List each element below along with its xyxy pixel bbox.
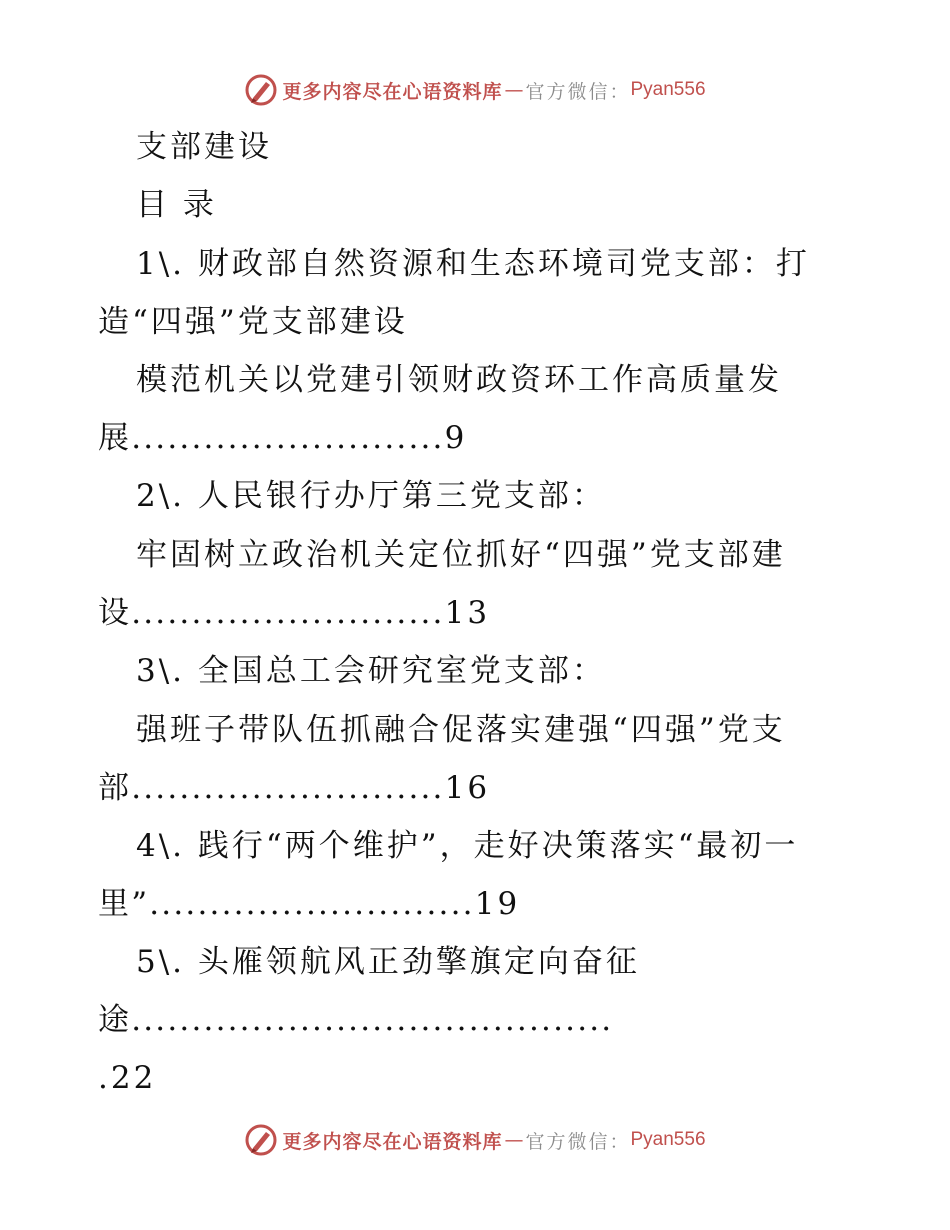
toc-entry-4-leader: 里”........................... xyxy=(98,886,475,922)
pen-logo-icon xyxy=(244,1123,278,1157)
toc-entry-3-line-2: 强班子带队伍抓融合促落实建强“四强”党支 xyxy=(136,712,786,748)
toc-entry-5-page: 22 xyxy=(110,1060,157,1096)
toc-entry-3-line-1: 3\. 全国总工会研究室党支部： xyxy=(136,653,606,689)
watermark-separator: — xyxy=(504,79,524,101)
toc-entry-5-leader: . xyxy=(98,1060,111,1096)
toc-entry-2-line-3 xyxy=(98,593,490,633)
toc-entry-1-page: 9 xyxy=(444,420,468,456)
document-title: 支部建设 xyxy=(136,129,272,165)
toc-entry-1-line-1: 1\. 财政部自然资源和生态环境司党支部：打 xyxy=(136,246,810,282)
watermark-site: 更多内容尽在心语资料库 xyxy=(282,80,503,103)
watermark-separator: — xyxy=(504,1129,524,1151)
watermark-wechat-id: Pyan556 xyxy=(630,79,706,100)
toc-entry-3-line-3 xyxy=(98,768,490,808)
watermark-label: 官方微信： xyxy=(525,1130,631,1153)
toc-heading: 目 录 xyxy=(136,187,217,223)
toc-entry-4-line-1: 4\. 践行“两个维护”，走好决策落实“最初一 xyxy=(136,828,799,864)
toc-entry-2-leader: 设.......................... xyxy=(98,595,445,631)
toc-entry-1-line-2: 造“四强”党支部建设 xyxy=(98,304,408,340)
toc-entry-4-page: 19 xyxy=(474,886,521,922)
toc-entry-1-line-3: 模范机关以党建引领财政资环工作高质量发 xyxy=(136,362,782,398)
toc-entry-5-line-3 xyxy=(98,1058,156,1098)
toc-entry-3-leader: 部.......................... xyxy=(98,770,445,806)
toc-entry-2-line-2: 牢固树立政治机关定位抓好“四强”党支部建 xyxy=(136,537,786,573)
watermark-site: 更多内容尽在心语资料库 xyxy=(282,1130,503,1153)
toc-entry-4-line-2 xyxy=(98,884,520,924)
pen-logo-icon xyxy=(244,73,278,107)
toc-entry-1-line-4 xyxy=(98,418,467,458)
toc-entry-2-page: 13 xyxy=(444,595,491,631)
toc-entry-5-line-1: 5\. 头雁领航风正劲擎旗定向奋征 xyxy=(136,944,640,980)
footer-watermark xyxy=(0,1120,950,1160)
toc-entry-1-leader: 展.......................... xyxy=(98,420,445,456)
toc-entry-3-page: 16 xyxy=(444,770,491,806)
header-watermark xyxy=(0,70,950,110)
watermark-label: 官方微信： xyxy=(525,80,631,103)
watermark-wechat-id: Pyan556 xyxy=(630,1129,706,1150)
toc-entry-2-line-1: 2\. 人民银行办厅第三党支部： xyxy=(136,478,606,514)
toc-entry-5-line-2: 途........................................ xyxy=(98,1002,614,1038)
